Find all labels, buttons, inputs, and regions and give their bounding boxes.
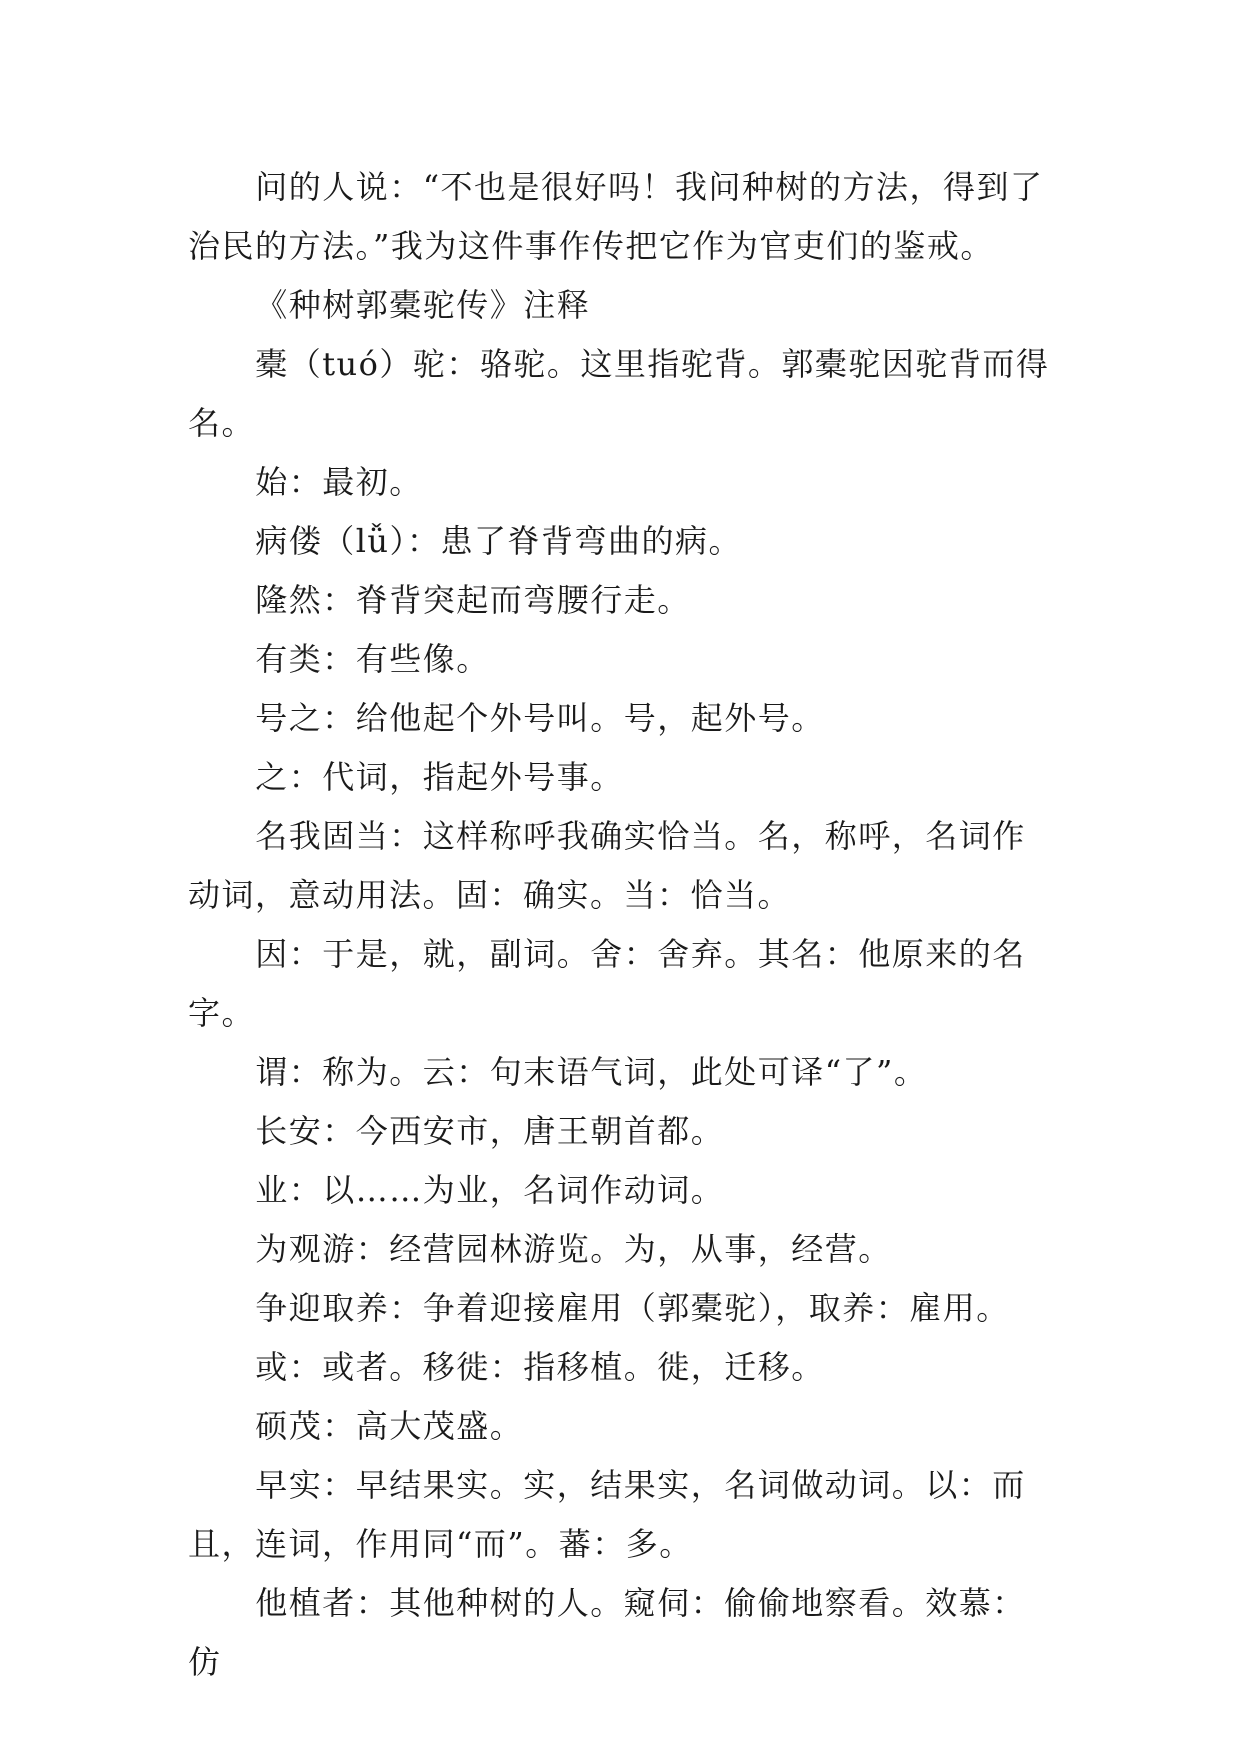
note-zaoshi: 早实：早结果实。实，结果实，名词做动词。以：而且，连词，作用同“而”。蕃：多。 [188, 1466, 1026, 1563]
note-longran: 隆然：脊背突起而弯腰行走。 [255, 581, 691, 619]
section-heading-notes: 《种树郭橐驼传》注释 [255, 286, 591, 324]
note-youlei: 有类：有些像。 [255, 640, 490, 678]
note-wei-yun: 谓：称为。云：句末语气词，此处可译“了”。 [255, 1053, 928, 1091]
note-tazhizhe: 他植者：其他种树的人。窥伺：偷偷地察看。效慕：仿 [188, 1584, 1026, 1681]
note-yin: 因：于是，就，副词。舍：舍弃。其名：他原来的名字。 [188, 935, 1026, 1032]
note-mingwogudang: 名我固当：这样称呼我确实恰当。名，称呼，名词作动词，意动用法。固：确实。当：恰当。 [188, 817, 1026, 914]
note-ye: 业：以……为业，名词作动词。 [255, 1171, 725, 1209]
note-huo: 或：或者。移徙：指移植。徙，迁移。 [255, 1348, 825, 1386]
note-shuomao: 硕茂：高大茂盛。 [255, 1407, 524, 1445]
note-haozhi: 号之：给他起个外号叫。号，起外号。 [255, 699, 825, 737]
note-weiguanyou: 为观游：经营园林游览。为，从事，经营。 [255, 1230, 892, 1268]
note-binglu: 病偻（lǚ）：患了脊背弯曲的病。 [255, 522, 743, 560]
note-zhengyingquyang: 争迎取养：争着迎接雇用（郭橐驼），取养：雇用。 [255, 1289, 1010, 1327]
document-body [188, 158, 1058, 1692]
note-zhi: 之：代词，指起外号事。 [255, 758, 624, 796]
paragraph-dialogue: 问的人说：“不也是很好吗！我问种树的方法，得到了治民的方法。”我为这件事作传把它作为官吏们的鉴戒。 [188, 168, 1044, 265]
note-tuotuo: 橐（tuó）驼：骆驼。这里指驼背。郭橐驼因驼背而得名。 [188, 345, 1050, 442]
note-changan: 长安：今西安市，唐王朝首都。 [255, 1112, 725, 1150]
note-shi: 始：最初。 [255, 463, 423, 501]
